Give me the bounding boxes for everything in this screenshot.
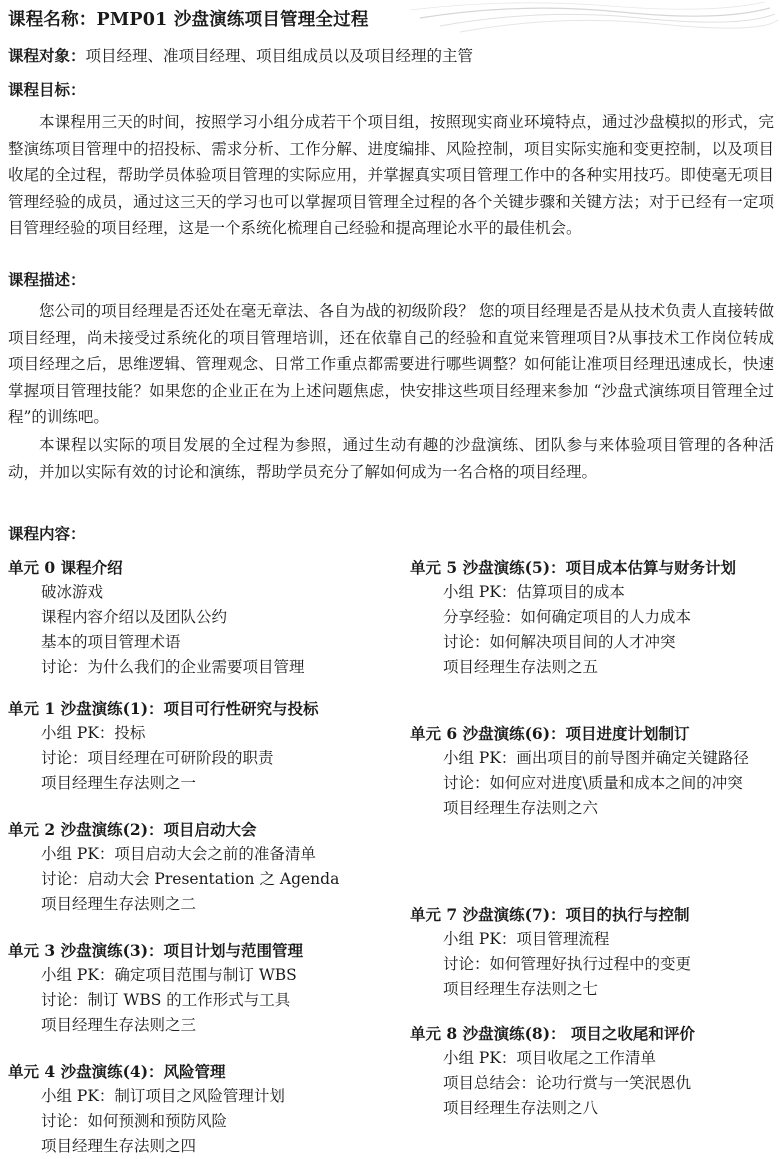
unit-8	[410, 1021, 774, 1121]
course-audience-label: 课程对象：	[8, 46, 86, 65]
unit-6	[410, 721, 774, 821]
unit-item: 讨论：启动大会 Presentation 之 Agenda	[41, 870, 340, 888]
unit-title: 单元 2 沙盘演练(2)：项目启动大会	[8, 820, 257, 839]
unit-1	[8, 696, 319, 796]
description-heading: 课程描述：	[8, 270, 86, 289]
course-title: PMP01 沙盘演练项目管理全过程	[96, 10, 369, 30]
unit-item: 小组 PK：制订项目之风险管理计划	[41, 1087, 285, 1105]
unit-3	[8, 938, 303, 1038]
unit-4	[8, 1059, 285, 1159]
unit-title: 单元 0 课程介绍	[8, 558, 123, 577]
unit-title: 单元 5 沙盘演练(5)：项目成本估算与财务计划	[410, 558, 737, 577]
unit-title: 单元 4 沙盘演练(4)：风险管理	[8, 1062, 226, 1081]
unit-item: 小组 PK：画出项目的前导图并确定关键路径	[443, 749, 749, 767]
unit-item: 课程内容介绍以及团队公约	[41, 608, 228, 626]
unit-item: 项目经理生存法则之一	[41, 774, 197, 792]
objective-heading: 课程目标：	[8, 80, 86, 99]
unit-item: 小组 PK：估算项目的成本	[443, 583, 625, 601]
unit-item: 小组 PK：项目启动大会之前的准备清单	[41, 845, 316, 863]
unit-item: 讨论：如何应对进度\质量和成本之间的冲突	[443, 774, 743, 792]
unit-title: 单元 1 沙盘演练(1)：项目可行性研究与投标	[8, 699, 319, 718]
unit-item: 讨论：项目经理在可研阶段的职责	[41, 749, 274, 767]
unit-title: 单元 3 沙盘演练(3)：项目计划与范围管理	[8, 941, 304, 960]
description-paragraph-2: 本课程以实际的项目发展的全过程为参照，通过生动有趣的沙盘演练、团队参与来体验项目管理的各种活动，并加以实际有效的讨论和演练，帮助学员充分了解如何成为一名合格的项目经理。	[8, 436, 774, 481]
content-heading: 课程内容：	[8, 524, 86, 543]
unit-item: 项目经理生存法则之二	[41, 895, 197, 913]
decorative-swirl-graphic	[400, 0, 780, 40]
unit-item: 项目经理生存法则之三	[41, 1016, 197, 1034]
unit-title: 单元 8 沙盘演练(8)： 项目之收尾和评价	[410, 1024, 695, 1043]
unit-2	[8, 817, 339, 917]
unit-item: 破冰游戏	[41, 583, 104, 601]
unit-item: 讨论：如何预测和预防风险	[41, 1112, 228, 1130]
course-audience-line	[8, 44, 473, 66]
unit-5	[410, 555, 774, 680]
unit-item: 项目总结会：论功行赏与一笑泯恩仇	[443, 1074, 692, 1092]
unit-0	[8, 555, 305, 680]
unit-item: 讨论：如何管理好执行过程中的变更	[443, 955, 692, 973]
unit-item: 项目经理生存法则之六	[443, 799, 599, 817]
unit-item: 小组 PK：项目收尾之工作清单	[443, 1049, 656, 1067]
course-audience: 项目经理、准项目经理、项目组成员以及项目经理的主管	[85, 47, 474, 65]
unit-item: 讨论：如何解决项目间的人才冲突	[443, 633, 676, 651]
unit-title: 单元 6 沙盘演练(6)：项目进度计划制订	[410, 724, 690, 743]
unit-item: 讨论：为什么我们的企业需要项目管理	[41, 658, 305, 676]
objective-paragraph: 本课程用三天的时间，按照学习小组分成若干个项目组，按照现实商业环境特点，通过沙盘模拟的形式，完整演练项目管理中的招投标、需求分析、工作分解、进度编排、风险控制，项目实际实施和变更控制，以及项目收尾的全过程，帮助学员体验项目管理的实际应用，并掌握真实项目管理工作中的各种实用技巧。即使毫无项目管理经验的成员，通过这三天的学习也可以掌握项目管理全过程的各个关键步骤和关键方法；对于已经有一定项目管理经验的项目经理，这是一个系统化梳理自己经验和提高理论水平的最佳机会。	[8, 113, 774, 237]
unit-item: 项目经理生存法则之八	[443, 1099, 599, 1117]
unit-7	[410, 902, 774, 1002]
unit-title: 单元 7 沙盘演练(7)：项目的执行与控制	[410, 905, 690, 924]
course-title-label: 课程名称：	[8, 10, 97, 30]
unit-item: 项目经理生存法则之四	[41, 1137, 197, 1155]
description-paragraph-1: 您公司的项目经理是否还处在毫无章法、各自为战的初级阶段？ 您的项目经理是否是从技术负责人直接转做项目经理，尚未接受过系统化的项目管理培训，还在依靠自己的经验和直觉来管理项目?从事技术工作岗位转成项目经理之后，思维逻辑、管理观念、日常工作重点都需要进行哪些调整？如何能让准项目经理迅速成长，快速掌握项目管理技能？如果您的企业正在为上述问题焦虑，快安排这些项目经理来参加 “沙盘式演练项目管理全过程”的训练吧。	[8, 302, 774, 426]
unit-item: 项目经理生存法则之五	[443, 658, 599, 676]
unit-item: 项目经理生存法则之七	[443, 980, 599, 998]
unit-item: 基本的项目管理术语	[41, 633, 181, 651]
unit-item: 小组 PK：确定项目范围与制订 WBS	[41, 966, 297, 984]
course-title-line	[8, 6, 369, 31]
unit-item: 分享经验：如何确定项目的人力成本	[443, 608, 692, 626]
unit-item: 小组 PK：投标	[41, 724, 146, 742]
unit-item: 小组 PK：项目管理流程	[443, 930, 610, 948]
unit-item: 讨论：制订 WBS 的工作形式与工具	[41, 991, 291, 1009]
